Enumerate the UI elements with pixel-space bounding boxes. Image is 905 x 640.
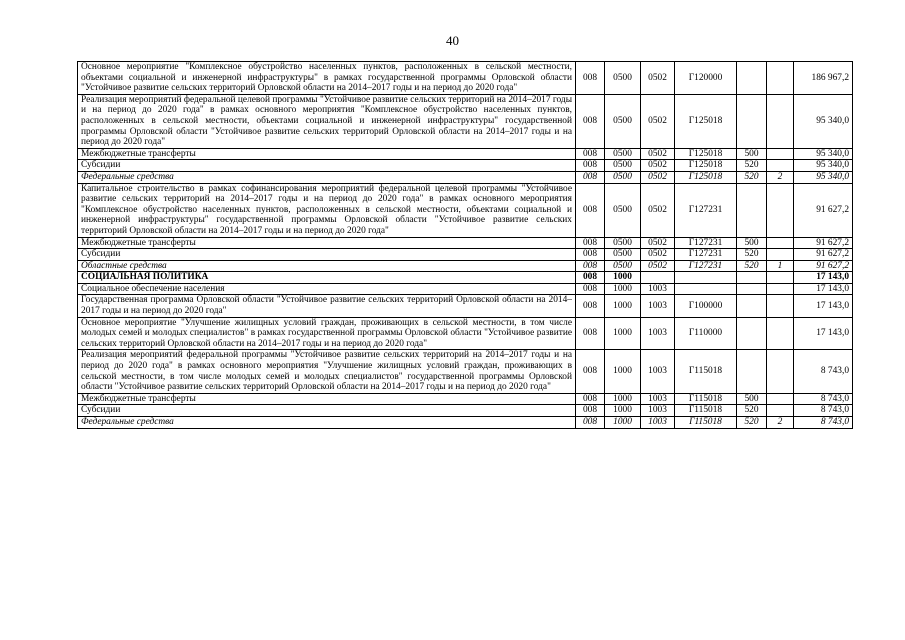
section-code: 0500	[605, 160, 641, 172]
funding-source-code	[767, 94, 794, 148]
amount: 91 627,2	[794, 183, 853, 237]
row-description: Государственная программа Орловской области "Устойчивое развитие сельских территорий Орловской области на 2014–2017 годы и на период до 2020 года"	[78, 295, 576, 317]
row-description: СОЦИАЛЬНАЯ ПОЛИТИКА	[78, 272, 576, 284]
amount: 91 627,2	[794, 237, 853, 249]
amount: 17 143,0	[794, 317, 853, 350]
admin-code: 008	[576, 272, 605, 284]
admin-code: 008	[576, 249, 605, 261]
subsection-code: 1003	[641, 295, 675, 317]
amount: 8 743,0	[794, 393, 853, 405]
amount: 95 340,0	[794, 171, 853, 183]
row-description: Реализация мероприятий федеральной целевой программы "Устойчивое развитие сельских территорий на 2014–2017 годы и на период до 2020 года" в рамках основного мероприятия "Комплексное обустройство населенных пунктов, расположенных в сельской местности, объектами социальной и инженерной инфраструктуры" государственной программы Орловской области "Устойчивое развитие сельских территорий Орловской области на 2014–2017 годы и на период до 2020 года"	[78, 94, 576, 148]
target-article-code	[675, 272, 737, 284]
funding-source-code: 2	[767, 171, 794, 183]
target-article-code: Г125018	[675, 171, 737, 183]
table-row	[78, 148, 853, 160]
page-number: 40	[446, 33, 459, 48]
funding-source-code	[767, 272, 794, 284]
amount: 95 340,0	[794, 148, 853, 160]
target-article-code: Г125018	[675, 148, 737, 160]
section-code: 0500	[605, 62, 641, 95]
subsection-code: 0502	[641, 260, 675, 272]
admin-code: 008	[576, 393, 605, 405]
subsection-code: 0502	[641, 171, 675, 183]
row-description: Субсидии	[78, 160, 576, 172]
amount: 8 743,0	[794, 417, 853, 429]
section-code: 1000	[605, 272, 641, 284]
target-article-code: Г115018	[675, 417, 737, 429]
section-code: 0500	[605, 94, 641, 148]
row-description: Основное мероприятие "Комплексное обустройство населенных пунктов, расположенных в сельской местности, объектами социальной и инженерной инфраструктуры" в рамках государственной программы Орловской области "Устойчивое развитие сельских территорий Орловской области на 2014–2017 годы и на период до 2020 года"	[78, 62, 576, 95]
row-description: Областные средства	[78, 260, 576, 272]
table-row	[78, 295, 853, 317]
row-description: Субсидии	[78, 405, 576, 417]
subsection-code: 1003	[641, 417, 675, 429]
funding-source-code	[767, 62, 794, 95]
amount: 91 627,2	[794, 260, 853, 272]
expense-type-code: 520	[737, 160, 767, 172]
expense-type-code: 500	[737, 237, 767, 249]
subsection-code: 0502	[641, 237, 675, 249]
table-row	[78, 350, 853, 393]
admin-code: 008	[576, 94, 605, 148]
row-description: Капитальное строительство в рамках софинансирования мероприятий федеральной целевой программы "Устойчивое развитие сельских территорий на 2014–2017 годы и на период до 2020 года" в рамках основного мероприятия "Комплексное обустройство населенных пунктов, расположенных в сельской местности, объектами социальной и инженерной инфраструктуры" государственной программы Орловской области "Устойчивое развитие сельских территорий Орловской области на 2014–2017 годы и на период до 2020 года"	[78, 183, 576, 237]
section-code: 1000	[605, 417, 641, 429]
row-description: Межбюджетные трансферты	[78, 393, 576, 405]
table-row	[78, 237, 853, 249]
expense-type-code	[737, 283, 767, 295]
expense-type-code	[737, 272, 767, 284]
expense-type-code	[737, 350, 767, 393]
table-row	[78, 272, 853, 284]
admin-code: 008	[576, 183, 605, 237]
section-code: 0500	[605, 260, 641, 272]
expense-type-code: 520	[737, 171, 767, 183]
target-article-code: Г115018	[675, 405, 737, 417]
row-description: Субсидии	[78, 249, 576, 261]
target-article-code: Г110000	[675, 317, 737, 350]
funding-source-code	[767, 148, 794, 160]
table-row	[78, 183, 853, 237]
funding-source-code	[767, 249, 794, 261]
budget-table-body	[78, 62, 853, 429]
table-row	[78, 405, 853, 417]
funding-source-code	[767, 183, 794, 237]
row-description: Межбюджетные трансферты	[78, 237, 576, 249]
section-code: 0500	[605, 148, 641, 160]
target-article-code: Г127231	[675, 237, 737, 249]
table-row	[78, 160, 853, 172]
section-code: 1000	[605, 295, 641, 317]
expense-type-code	[737, 62, 767, 95]
admin-code: 008	[576, 148, 605, 160]
row-description: Межбюджетные трансферты	[78, 148, 576, 160]
admin-code: 008	[576, 62, 605, 95]
target-article-code: Г120000	[675, 62, 737, 95]
budget-table	[77, 61, 853, 429]
section-code: 1000	[605, 317, 641, 350]
expense-type-code: 520	[737, 249, 767, 261]
admin-code: 008	[576, 417, 605, 429]
table-row	[78, 393, 853, 405]
amount: 17 143,0	[794, 295, 853, 317]
expense-type-code: 520	[737, 417, 767, 429]
table-row	[78, 62, 853, 95]
expense-type-code	[737, 183, 767, 237]
amount: 91 627,2	[794, 249, 853, 261]
subsection-code: 1003	[641, 405, 675, 417]
admin-code: 008	[576, 237, 605, 249]
table-row	[78, 94, 853, 148]
subsection-code: 0502	[641, 94, 675, 148]
amount: 95 340,0	[794, 94, 853, 148]
table-row	[78, 317, 853, 350]
target-article-code: Г127231	[675, 260, 737, 272]
funding-source-code	[767, 405, 794, 417]
section-code: 1000	[605, 405, 641, 417]
admin-code: 008	[576, 350, 605, 393]
subsection-code: 1003	[641, 317, 675, 350]
section-code: 0500	[605, 171, 641, 183]
funding-source-code	[767, 393, 794, 405]
section-code: 1000	[605, 350, 641, 393]
section-code: 1000	[605, 283, 641, 295]
funding-source-code	[767, 350, 794, 393]
row-description: Федеральные средства	[78, 171, 576, 183]
funding-source-code: 2	[767, 417, 794, 429]
admin-code: 008	[576, 283, 605, 295]
subsection-code: 1003	[641, 283, 675, 295]
funding-source-code: 1	[767, 260, 794, 272]
table-row	[78, 417, 853, 429]
section-code: 0500	[605, 237, 641, 249]
row-description: Социальное обеспечение населения	[78, 283, 576, 295]
expense-type-code	[737, 94, 767, 148]
target-article-code: Г100000	[675, 295, 737, 317]
amount: 186 967,2	[794, 62, 853, 95]
admin-code: 008	[576, 160, 605, 172]
target-article-code: Г127231	[675, 249, 737, 261]
subsection-code: 0502	[641, 183, 675, 237]
expense-type-code: 500	[737, 393, 767, 405]
amount: 8 743,0	[794, 405, 853, 417]
target-article-code: Г115018	[675, 393, 737, 405]
admin-code: 008	[576, 260, 605, 272]
target-article-code: Г125018	[675, 94, 737, 148]
funding-source-code	[767, 317, 794, 350]
funding-source-code	[767, 237, 794, 249]
row-description: Федеральные средства	[78, 417, 576, 429]
subsection-code: 1003	[641, 350, 675, 393]
admin-code: 008	[576, 295, 605, 317]
amount: 17 143,0	[794, 272, 853, 284]
expense-type-code: 500	[737, 148, 767, 160]
expense-type-code	[737, 295, 767, 317]
expense-type-code	[737, 317, 767, 350]
expense-type-code: 520	[737, 405, 767, 417]
section-code: 0500	[605, 249, 641, 261]
funding-source-code	[767, 295, 794, 317]
subsection-code: 0502	[641, 160, 675, 172]
amount: 95 340,0	[794, 160, 853, 172]
subsection-code: 0502	[641, 249, 675, 261]
funding-source-code	[767, 283, 794, 295]
table-row	[78, 260, 853, 272]
table-row	[78, 249, 853, 261]
admin-code: 008	[576, 171, 605, 183]
table-row	[78, 283, 853, 295]
row-description: Основное мероприятие "Улучшение жилищных условий граждан, проживающих в сельской местности, в том числе молодых семей и молодых специалистов" в рамках государственной программы Орловской области "Устойчивое развитие сельских территорий Орловской области на 2014–2017 годы и на период до 2020 года"	[78, 317, 576, 350]
section-code: 1000	[605, 393, 641, 405]
subsection-code: 0502	[641, 62, 675, 95]
funding-source-code	[767, 160, 794, 172]
section-code: 0500	[605, 183, 641, 237]
subsection-code	[641, 272, 675, 284]
admin-code: 008	[576, 405, 605, 417]
target-article-code: Г115018	[675, 350, 737, 393]
amount: 8 743,0	[794, 350, 853, 393]
subsection-code: 1003	[641, 393, 675, 405]
expense-type-code: 520	[737, 260, 767, 272]
target-article-code	[675, 283, 737, 295]
admin-code: 008	[576, 317, 605, 350]
target-article-code: Г125018	[675, 160, 737, 172]
target-article-code: Г127231	[675, 183, 737, 237]
table-row	[78, 171, 853, 183]
row-description: Реализация мероприятий федеральной программы "Устойчивое развитие сельских территорий на 2014–2017 годы и на период до 2020 года" в рамках основного мероприятия "Улучшение жилищных условий граждан, проживающих в сельской местности, в том числе молодых семей и молодых специалистов" государственной программы Орловской области "Устойчивое развитие сельских территорий Орловской области на 2014–2017 годы и на период до 2020 года"	[78, 350, 576, 393]
amount: 17 143,0	[794, 283, 853, 295]
subsection-code: 0502	[641, 148, 675, 160]
